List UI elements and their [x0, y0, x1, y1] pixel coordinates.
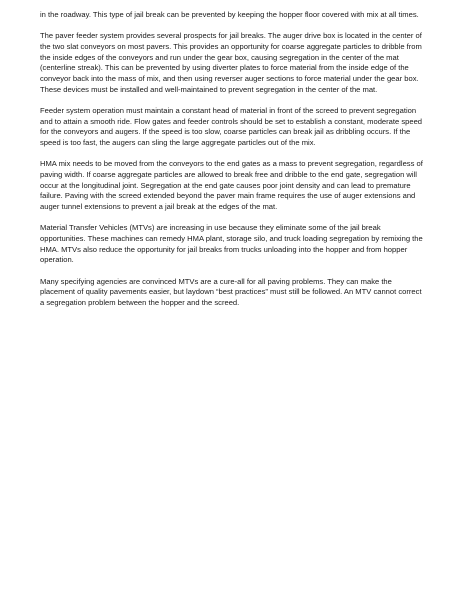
paragraph-jail-break-hopper: in the roadway. This type of jail break can be prevented by keeping the hopper floor covered with mix at all times.: [40, 10, 419, 19]
paragraph-mtvs: Material Transfer Vehicles (MTVs) are increasing in use because they eliminate some of the jail break opportunities. These machines can remedy HMA plant, storage silo, and truck loading segregation by remixing the HMA. MTVs also reduce the opportunity for jail breaks from trucks unloading into the hopper and from hopper operation.: [40, 223, 423, 265]
paragraph-feeder-operation: Feeder system operation must maintain a constant head of material in front of the screed to prevent segregation and to attain a smooth ride. Flow gates and feeder controls should be set to establish a constant, moderate speed for the conveyors and augers. If the speed is too slow, coarse particles can break jail as dribbling occurs. If the speed is too fast, the augers can sling the large aggregate particles out of the mix.: [40, 105, 423, 148]
paragraph-end-gates: HMA mix needs to be moved from the conveyors to the end gates as a mass to prevent segregation, regardless of paving width. If coarse aggregate particles are allowed to break free and dribble to the end gate, segregation will occur at the longitudinal joint. Segregation at the end gate causes poor joint density and can lead to premature failure. Paving with the screed extended beyond the paver main frame requires the use of auger extensions and auger tunnel extensions to prevent a jail break at the edges of the mat.: [40, 159, 423, 212]
paragraph-specifying-agencies: Many specifying agencies are convinced MTVs are a cure-all for all paving problems. They can make the placement of quality pavements easier, but laydown “best practices” must still be followed. An MTV cannot correct a segregation problem between the hopper and the screed.: [40, 276, 422, 307]
paragraph-paver-feeder-system: The paver feeder system provides several prospects for jail breaks. The auger drive box is located in the center of the two slat conveyors on most pavers. This provides an opportunity for coarse aggregate particles to dribble from the inside edges of the conveyors and run under the gear box, causing segregation in the center of the mat (centerline streak). This can be prevented by using diverter plates to force material from the inside edge of the conveyor back into the mass of mix, and then using reverser auger sections to force material under the gear box. These devices must be installed and well-maintained to prevent segregation in the center of the mat.: [40, 31, 422, 94]
